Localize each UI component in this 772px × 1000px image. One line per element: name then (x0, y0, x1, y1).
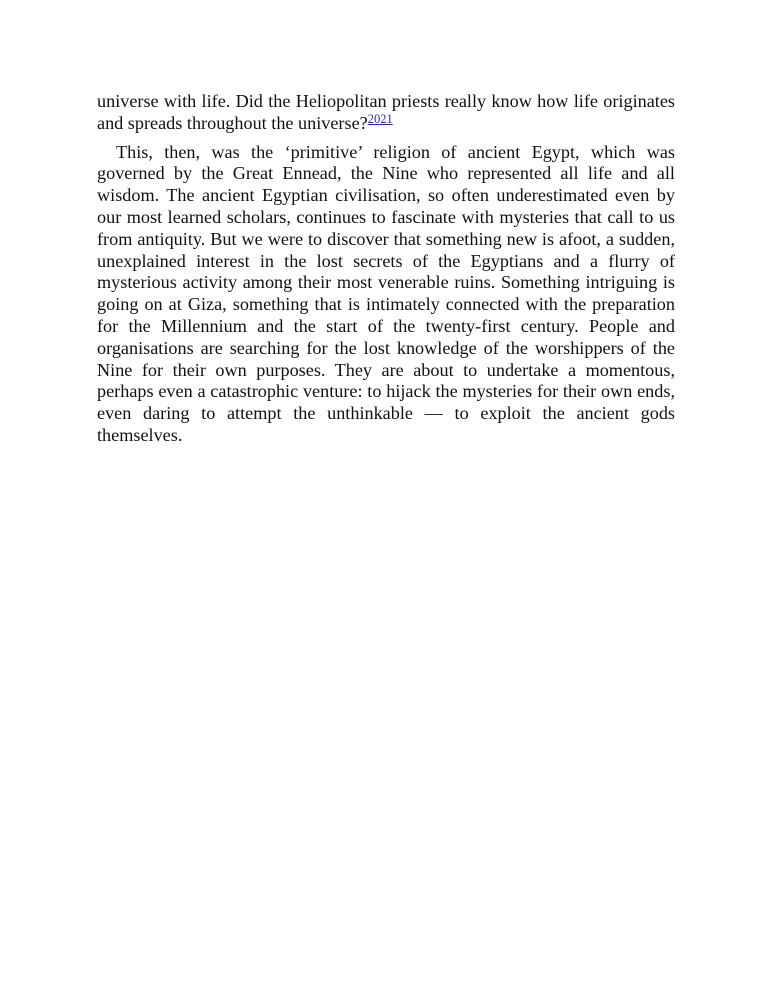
paragraph-text: This, then, was the ‘primitive’ religion of ancient Egypt, which was governed by the Great Ennead, the Nine who represented all life and all wisdom. The ancient Egyptian civilisation, so often underestimated even by our most learned scholars, continues to fascinate with mysteries that call to us from antiquity. But we were to discover that something new is afoot, a sudden, unexplained interest in the lost secrets of the Egyptians and a flurry of mysterious activity among their most venerable ruins. Something intriguing is going on at Giza, something that is intimately connected with the preparation for the Millennium and the start of the twenty-first century. People and organisations are searching for the lost knowledge of the worshippers of the Nine for their own purposes. They are about to undertake a momentous, perhaps even a catastrophic venture: to hijack the mysteries for their own ends, even daring to attempt the unthinkable — to exploit the ancient gods themselves. (97, 141, 675, 445)
page-body (97, 91, 675, 447)
paragraph-continuation (97, 91, 675, 135)
paragraph-text: universe with life. Did the Heliopolitan priests really know how life originates and spreads throughout the universe? (97, 91, 675, 133)
footnote-link[interactable]: 2021 (367, 111, 393, 126)
paragraph-main (97, 142, 675, 447)
